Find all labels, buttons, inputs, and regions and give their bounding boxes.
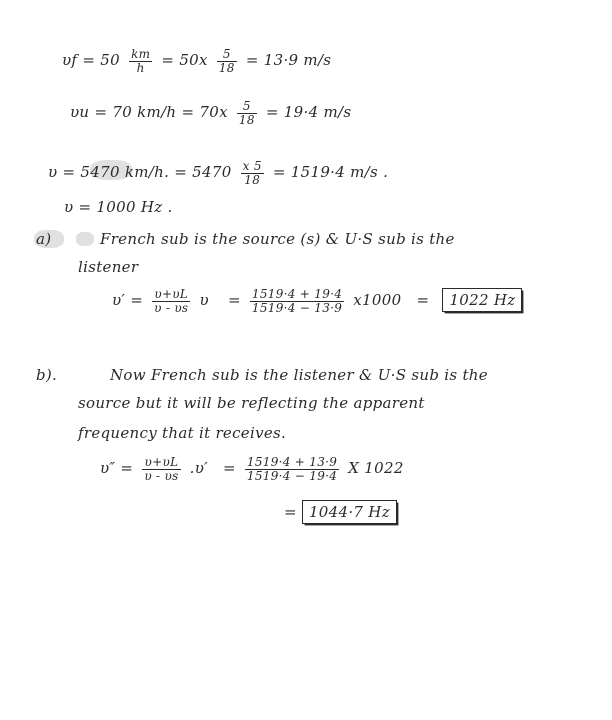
vf-line: [62, 48, 331, 74]
vf-conversion: = 50x: [161, 51, 208, 70]
vu-line: [70, 100, 351, 126]
vu-symbol: υu: [70, 103, 90, 122]
part-a-equals-1: =: [227, 291, 241, 310]
part-a-multiplier: x1000: [353, 291, 402, 310]
part-b-text-2: source but it will be reflecting the apparent: [78, 394, 425, 412]
part-a-formula: [112, 288, 522, 314]
part-a-lhs: υ′ =: [112, 291, 144, 310]
part-b-doppler-fraction: [142, 456, 180, 482]
vu-factor-fraction: [237, 100, 257, 126]
part-a-doppler-den: υ - υs: [154, 300, 189, 315]
v-equals: = 5470 km/h. = 5470: [62, 163, 232, 182]
vf-result: = 13·9 m/s: [245, 51, 332, 70]
v-line: [48, 160, 388, 186]
part-b-freq-symbol: .υ′: [189, 459, 208, 478]
part-a-equals-2: =: [416, 291, 430, 310]
part-b-formula: [100, 456, 404, 482]
part-b-numeric-fraction: [245, 456, 339, 482]
part-b-equals-1: =: [222, 459, 236, 478]
part-b-numeric-num: 1519·4 + 13·9: [246, 455, 338, 469]
pencil-smudge-3: [76, 232, 94, 246]
part-b-text-3: frequency that it receives.: [78, 424, 287, 442]
vf-factor-den: 18: [218, 60, 235, 75]
vf-symbol: υf: [62, 51, 78, 70]
v-times: x: [242, 159, 250, 173]
part-a-text-2: listener: [78, 258, 139, 276]
source-frequency: υ = 1000 Hz .: [64, 198, 173, 216]
v-factor-num: 5: [253, 159, 262, 173]
part-b-doppler-den: υ - υs: [144, 468, 179, 483]
part-b-multiplier: X 1022: [348, 459, 404, 478]
v-factor-den: 18: [244, 172, 261, 187]
v-factor-fraction: [241, 160, 264, 186]
part-a-numeric-fraction: [250, 288, 344, 314]
part-a-doppler-num: υ+υL: [152, 288, 190, 302]
vf-factor-fraction: [217, 48, 237, 74]
v-result: = 1519·4 m/s .: [272, 163, 389, 182]
part-a-doppler-fraction: [152, 288, 190, 314]
part-a-text-1: French sub is the source (s) & U·S sub is the: [100, 230, 455, 248]
vf-equals-50: = 50: [82, 51, 120, 70]
part-a-answer-box: 1022 Hz: [442, 288, 522, 312]
part-b-numeric-den: 1519·4 − 19·4: [246, 468, 338, 483]
part-b-doppler-num: υ+υL: [142, 456, 180, 470]
part-b-answer-line: [284, 500, 397, 524]
part-b-equals-2: =: [284, 503, 297, 521]
vf-unit-num: km: [131, 47, 151, 61]
part-b-lhs: υ″ =: [100, 459, 134, 478]
vu-result: = 19·4 m/s: [265, 103, 352, 122]
part-a-numeric-num: 1519·4 + 19·4: [251, 287, 343, 301]
vu-factor-num: 5: [237, 100, 257, 114]
vf-factor-num: 5: [217, 48, 237, 62]
vf-unit-fraction: [129, 48, 152, 74]
v-symbol: υ: [48, 163, 58, 182]
part-a-numeric-den: 1519·4 − 13·9: [251, 300, 343, 315]
vu-factor-den: 18: [238, 112, 255, 127]
part-b-answer-box: 1044·7 Hz: [302, 500, 397, 524]
vu-equals: = 70 km/h = 70x: [94, 103, 228, 122]
part-b-text-1: Now French sub is the listener & U·S sub is the: [110, 366, 488, 384]
part-a-freq-symbol: υ: [199, 291, 209, 310]
part-b-label: b).: [36, 366, 58, 384]
vf-unit-den: h: [136, 60, 145, 75]
part-a-label: a): [36, 230, 52, 248]
